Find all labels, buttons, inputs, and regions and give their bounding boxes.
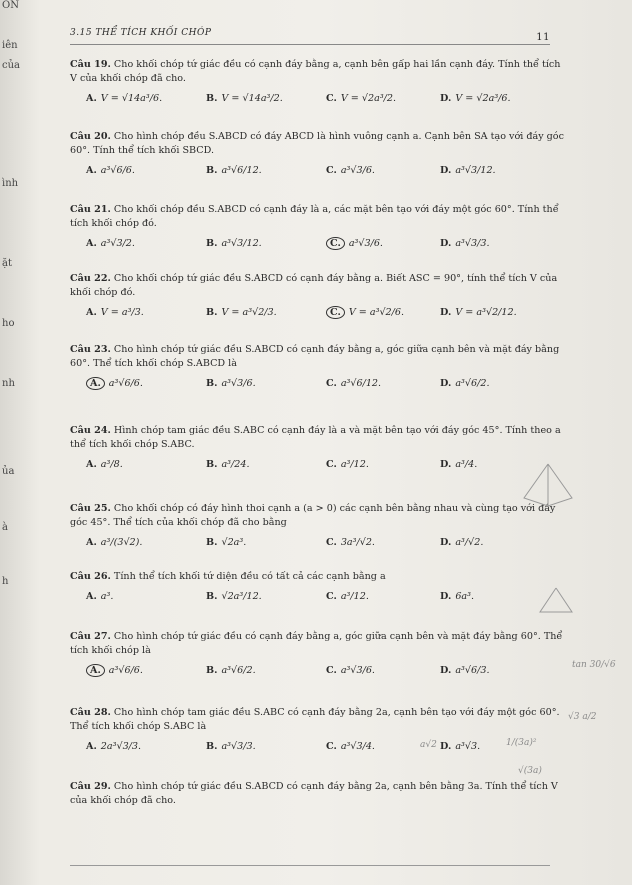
option-letter: A. (86, 591, 97, 602)
option-value: a³√3/2. (100, 238, 135, 249)
option-letter: B. (206, 537, 218, 548)
option-letter: B. (206, 591, 218, 602)
answer-options (70, 740, 570, 762)
option-letter: D. (440, 459, 452, 470)
margin-label: iên (2, 40, 18, 51)
handwritten-note: tan 30/√6 (572, 660, 616, 670)
question-block (70, 706, 570, 762)
question-text: Cho hình chóp tứ giác đều có cạnh đáy bằng a, góc giữa cạnh bên và mặt đáy bằng 60°. Thể tích khối chóp là (70, 631, 563, 656)
question-number: Câu 28. (70, 707, 111, 718)
option-letter: D. (440, 165, 452, 176)
option-value: V = √2a³/2. (340, 93, 397, 104)
option-letter: C. (326, 306, 345, 319)
option-letter: B. (206, 307, 218, 318)
option-value: a³√6/3. (455, 665, 490, 676)
question-block (70, 424, 570, 480)
option-letter: C. (326, 741, 337, 752)
question-block (70, 343, 570, 399)
option-letter: C. (326, 165, 337, 176)
answer-options (70, 590, 570, 612)
option-value: a³√3/12. (221, 238, 262, 249)
handwritten-note: 1/(3a)² (506, 738, 537, 748)
option-value: 2a³√3/3. (100, 741, 142, 752)
answer-option[interactable] (440, 590, 474, 604)
question-block (70, 780, 570, 808)
option-letter: B. (206, 93, 218, 104)
option-letter: A. (86, 664, 105, 677)
question-block (70, 58, 570, 114)
answer-option[interactable] (326, 536, 375, 550)
answer-option[interactable] (326, 740, 375, 754)
option-value: V = a³√2/6. (348, 307, 405, 318)
answer-option[interactable] (86, 458, 123, 472)
question-number: Câu 20. (70, 131, 111, 142)
question-stem (70, 272, 570, 300)
question-stem (70, 58, 570, 86)
sketch-pyramid-diagram (520, 462, 576, 510)
left-margin-cut-text (0, 0, 44, 885)
answer-option[interactable] (86, 237, 135, 251)
option-value: V = a³√2/3. (221, 307, 277, 318)
option-value: a³√6/12. (340, 378, 382, 389)
option-letter: D. (440, 537, 452, 548)
question-text: Tính thể tích khối tứ diện đều có tất cả các cạnh bằng a (113, 571, 386, 582)
answer-option[interactable] (206, 664, 256, 678)
answer-options (70, 377, 570, 399)
option-letter: D. (440, 238, 452, 249)
answer-option[interactable] (206, 164, 262, 178)
option-value: a³√3/3. (455, 238, 490, 249)
answer-option[interactable] (326, 377, 381, 391)
answer-option[interactable] (440, 377, 490, 391)
answer-option[interactable] (86, 590, 113, 604)
question-block (70, 272, 570, 328)
answer-option[interactable] (440, 164, 496, 178)
question-stem (70, 424, 570, 452)
question-text: Cho khối chóp tứ giác đều S.ABCD có cạnh đáy bằng a. Biết ASC = 90°, tính thể tích V của khối chóp đó. (70, 273, 558, 298)
handwritten-note: √(3a) (518, 766, 542, 776)
option-value: a³√6/2. (455, 378, 490, 389)
option-value: a³/12. (340, 459, 369, 470)
margin-label: nh (2, 378, 15, 389)
option-letter: D. (440, 93, 452, 104)
option-value: V = a³/3. (100, 307, 144, 318)
option-value: a³. (100, 591, 114, 602)
page-header (70, 24, 550, 45)
question-stem (70, 502, 570, 530)
option-value: a³√3. (455, 741, 481, 752)
question-stem (70, 203, 570, 231)
option-value: a³√3/6. (340, 165, 375, 176)
answer-option[interactable] (440, 92, 511, 106)
option-letter: C. (326, 459, 337, 470)
margin-label: à (2, 522, 8, 533)
option-letter: A. (86, 307, 97, 318)
question-text: Cho hình chóp tứ giác đều S.ABCD có cạnh đáy bằng 2a, cạnh bên bằng 3a. Tính thể tích V của khối chóp đã cho. (70, 781, 558, 806)
option-value: a³√6/6. (100, 165, 135, 176)
option-letter: B. (206, 665, 218, 676)
option-value: a³/√2. (455, 537, 484, 548)
handwritten-note: a√2 (420, 740, 437, 750)
option-value: a³/8. (100, 459, 123, 470)
option-value: a³√3/6. (348, 238, 383, 249)
answer-options (70, 164, 570, 186)
question-block (70, 203, 570, 259)
answer-option[interactable] (326, 664, 375, 678)
option-letter: A. (86, 93, 97, 104)
question-number: Câu 27. (70, 631, 111, 642)
section-title: 3.15 THỂ TÍCH KHỐI CHÓP (70, 28, 212, 38)
option-letter: A. (86, 377, 105, 390)
option-letter: D. (440, 591, 452, 602)
answer-options (70, 536, 570, 558)
answer-option[interactable] (86, 536, 142, 550)
question-stem (70, 780, 570, 808)
answer-option[interactable] (326, 590, 369, 604)
answer-options (70, 458, 570, 480)
answer-option[interactable] (326, 306, 404, 320)
option-letter: C. (326, 378, 337, 389)
question-text: Cho khối chóp đều S.ABCD có cạnh đáy là a, các mặt bên tạo với đáy một góc 60°. Tính thể tích khối chóp đó. (70, 204, 559, 229)
option-value: a³√3/4. (340, 741, 375, 752)
option-value: 3a³/√2. (340, 537, 375, 548)
option-letter: B. (206, 378, 218, 389)
option-value: V = √14a³/2. (221, 93, 283, 104)
answer-option[interactable] (206, 458, 250, 472)
answer-option[interactable] (326, 164, 375, 178)
option-letter: A. (86, 537, 97, 548)
answer-options (70, 92, 570, 114)
question-number: Câu 22. (70, 273, 111, 284)
question-text: Hình chóp tam giác đều S.ABC có cạnh đáy là a và mặt bên tạo với đáy góc 45°. Tính theo a thể tích khối chóp S.ABC. (70, 425, 561, 450)
option-letter: D. (440, 307, 452, 318)
question-stem (70, 343, 570, 371)
margin-label: ủa (2, 466, 15, 477)
answer-options (70, 306, 570, 328)
question-number: Câu 23. (70, 344, 111, 355)
question-number: Câu 29. (70, 781, 111, 792)
option-letter: A. (86, 165, 97, 176)
option-letter: C. (326, 237, 345, 250)
option-value: a³/(3√2). (100, 537, 143, 548)
option-value: a³√3/6. (221, 378, 256, 389)
margin-label: ÔN (2, 0, 19, 11)
question-block (70, 502, 570, 558)
option-value: a³/4. (455, 459, 478, 470)
question-text: Cho hình chóp tứ giác đều S.ABCD có cạnh đáy bằng a, góc giữa cạnh bên và mặt đáy bằng 60°. Thể tích khối chóp S.ABCD là (70, 344, 560, 369)
option-letter: A. (86, 741, 97, 752)
option-letter: D. (440, 741, 452, 752)
answer-option[interactable] (206, 237, 262, 251)
question-text: Cho hình chóp đều S.ABCD có đáy ABCD là hình vuông cạnh a. Cạnh bên SA tạo với đáy góc 60°. Tính thể tích khối SBCD. (70, 131, 564, 156)
question-number: Câu 19. (70, 59, 111, 70)
answer-option[interactable] (206, 92, 283, 106)
option-letter: A. (86, 459, 97, 470)
sketch-tetrahedron-diagram (536, 586, 576, 616)
answer-option[interactable] (440, 664, 490, 678)
option-letter: C. (326, 665, 337, 676)
answer-option[interactable] (206, 740, 256, 754)
answer-option[interactable] (206, 377, 256, 391)
option-value: V = √14a³/6. (100, 93, 163, 104)
answer-option[interactable] (326, 458, 369, 472)
option-letter: C. (326, 591, 337, 602)
question-stem (70, 570, 570, 584)
question-text: Cho hình chóp tam giác đều S.ABC có cạnh đáy bằng 2a, cạnh bên tạo với đáy một góc 60°. Thể tích khối chóp S.ABC là (70, 707, 560, 732)
answer-option[interactable] (206, 536, 246, 550)
option-value: a³√3/12. (455, 165, 496, 176)
option-value: √2a³/12. (221, 591, 262, 602)
option-value: V = √2a³/6. (455, 93, 511, 104)
option-value: a³√3/6. (340, 665, 375, 676)
question-number: Câu 21. (70, 204, 111, 215)
handwritten-note: √3 a/2 (568, 712, 597, 722)
answer-option[interactable] (86, 377, 143, 391)
option-letter: C. (326, 537, 337, 548)
question-stem (70, 706, 570, 734)
answer-option[interactable] (86, 740, 141, 754)
option-value: a³√6/2. (221, 665, 256, 676)
option-letter: B. (206, 238, 218, 249)
question-block (70, 570, 570, 612)
option-value: a³√6/12. (221, 165, 262, 176)
option-value: a³/24. (221, 459, 250, 470)
option-letter: C. (326, 93, 337, 104)
answer-options (70, 237, 570, 259)
option-letter: A. (86, 238, 97, 249)
option-letter: B. (206, 165, 218, 176)
option-letter: D. (440, 378, 452, 389)
margin-label: h (2, 576, 9, 587)
bottom-rule (70, 865, 550, 866)
question-number: Câu 25. (70, 503, 111, 514)
answer-option[interactable] (440, 536, 483, 550)
answer-option[interactable] (326, 237, 383, 251)
margin-label: của (2, 60, 21, 71)
answer-options (70, 664, 570, 686)
answer-option[interactable] (86, 92, 162, 106)
option-value: a³√6/6. (108, 665, 143, 676)
margin-label: ho (2, 318, 15, 329)
option-value: V = a³√2/12. (455, 307, 517, 318)
question-number: Câu 24. (70, 425, 111, 436)
option-letter: B. (206, 741, 218, 752)
answer-option[interactable] (440, 458, 477, 472)
option-value: a³√6/6. (108, 378, 143, 389)
question-block (70, 130, 570, 186)
answer-option[interactable] (86, 664, 143, 678)
option-letter: D. (440, 665, 452, 676)
answer-option[interactable] (206, 590, 262, 604)
question-number: Câu 26. (70, 571, 111, 582)
question-text: Cho khối chóp tứ giác đều có cạnh đáy bằng a, cạnh bên gấp hai lần cạnh đáy. Tính thể tích V của khối chóp đã cho. (70, 59, 561, 84)
answer-option[interactable] (86, 306, 144, 320)
option-letter: B. (206, 459, 218, 470)
option-value: 6a³. (455, 591, 475, 602)
page-number: 11 (536, 32, 550, 43)
margin-label: ặt (2, 258, 12, 269)
answer-option[interactable] (206, 306, 277, 320)
question-stem (70, 630, 570, 658)
answer-option[interactable] (440, 237, 490, 251)
answer-option[interactable] (440, 740, 480, 754)
answer-option[interactable] (440, 306, 517, 320)
answer-option[interactable] (86, 164, 135, 178)
option-value: a³/12. (340, 591, 369, 602)
option-value: a³√3/3. (221, 741, 256, 752)
margin-label: ình (2, 178, 19, 189)
answer-option[interactable] (326, 92, 396, 106)
option-value: √2a³. (221, 537, 247, 548)
question-block (70, 630, 570, 686)
question-stem (70, 130, 570, 158)
question-text: Cho khối chóp có đáy hình thoi cạnh a (a > 0) các cạnh bên bằng nhau và cùng tạo với đáy góc 45°. Thể tích của khối chóp đã cho bằng (70, 503, 556, 528)
